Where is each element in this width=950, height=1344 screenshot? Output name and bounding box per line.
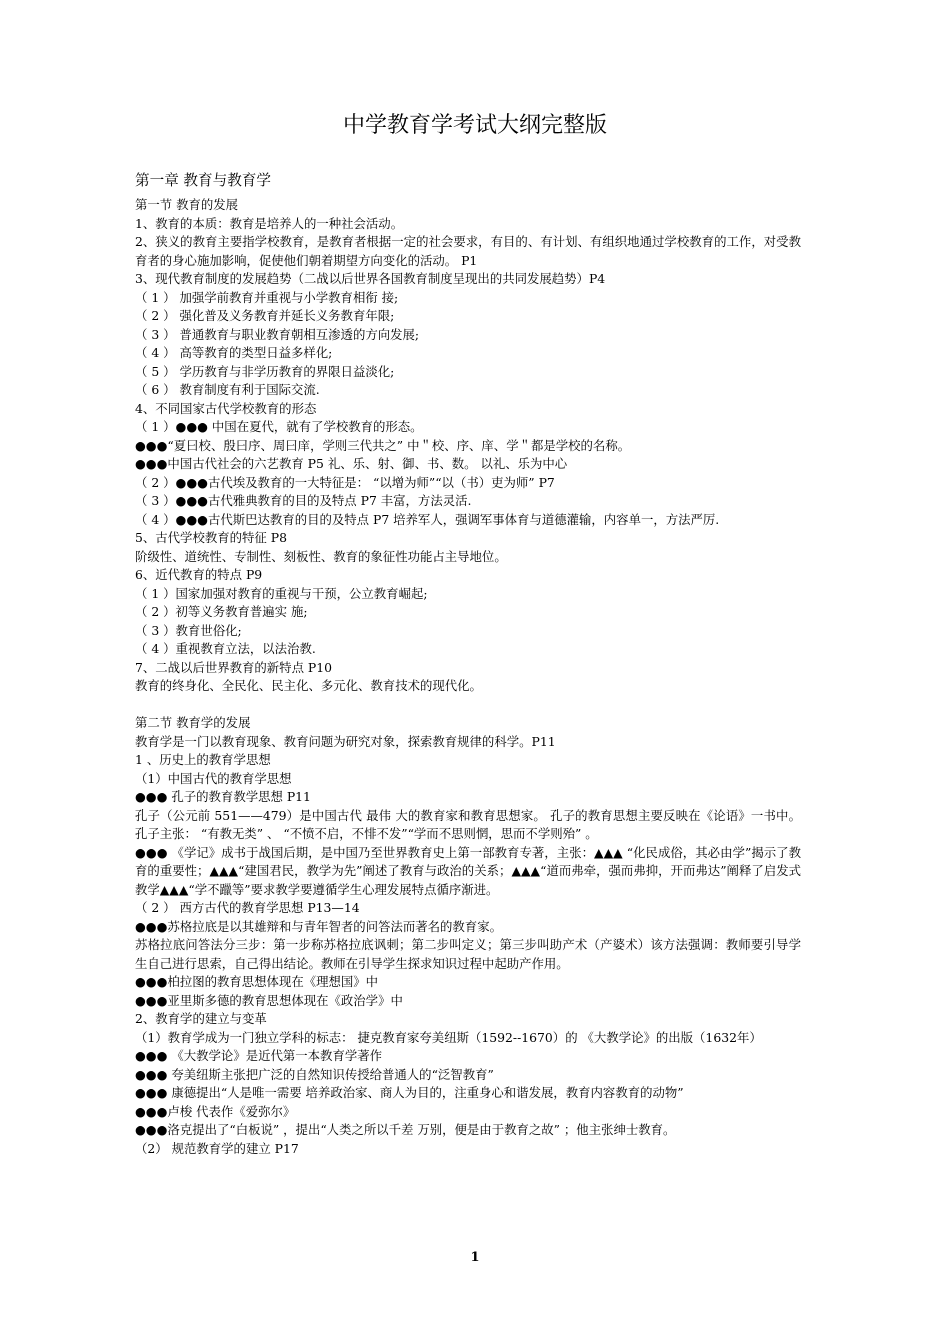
list-item: （ 2 ） 强化普及义务教育并延长义务教育年限; <box>135 308 395 323</box>
paragraph: 1 、历史上的教育学思想 <box>135 752 271 767</box>
page-number: 1 <box>470 1250 480 1265</box>
document-title: 中学教育学考试大纲完整版 <box>342 113 607 138</box>
paragraph: 2、狭义的教育主要指学校教育，是教育者根据一定的社会要求，有目的、有计划、有组织地通过学校教育的工作，对受教育者的身心施加影响，促使他们朝着期望方向变化的活动。 P1 <box>135 234 801 268</box>
paragraph: ●●●洛克提出了“白板说” ，提出“人类之所以千差 万别，便是由于教育之故” ；他主张绅士教育。 <box>135 1122 676 1137</box>
section-heading: 第一节 教育的发展 <box>135 197 239 212</box>
list-item: （ 2 ） 西方古代的教育学思想 P13—14 <box>135 900 360 915</box>
list-item: （ 5 ） 学历教育与非学历教育的界限日益淡化; <box>135 363 395 379</box>
paragraph: 6、近代教育的特点 P9 <box>135 567 263 582</box>
paragraph: 教育学是一门以教育现象、教育问题为研究对象，探索教育规律的科学。P11 <box>135 733 556 749</box>
paragraph: 3、现代教育制度的发展趋势（二战以后世界各国教育制度呈现出的共同发展趋势）P4 <box>135 271 606 286</box>
list-item: （ 1 ） 加强学前教育并重视与小学教育相衔 接; <box>135 289 399 305</box>
paragraph: 教育的终身化、全民化、民主化、多元化、教育技术的现代化。 <box>135 678 482 693</box>
section-heading: 第二节 教育学的发展 <box>135 715 251 730</box>
paragraph: 7、二战以后世界教育的新特点 P10 <box>135 659 333 675</box>
list-item: （ 3 ）教育世俗化; <box>135 622 242 638</box>
list-item: （2） 规范教育学的建立 P17 <box>135 1140 299 1156</box>
list-item: （ 3 ） 普通教育与职业教育朝相互渗透的方向发展; <box>135 326 420 342</box>
paragraph: ●●●柏拉图的教育思想体现在《理想国》中 <box>135 974 379 989</box>
list-item: （ 1 ）国家加强对教育的重视与干预，公立教育崛起; <box>135 585 428 601</box>
paragraph: ●●●苏格拉底是以其雄辩和与青年智者的问答法而著名的教育家。 <box>135 918 502 934</box>
paragraph: 4、不同国家古代学校教育的形态 <box>135 400 317 416</box>
list-item: （ 3 ）●●●古代雅典教育的目的及特点 P7 丰富，方法灵活. <box>135 493 472 508</box>
paragraph: 阶级性、道统性、专制性、刻板性、教育的象征性功能占主导地位。 <box>135 548 507 564</box>
list-item: （ 4 ） 高等教育的类型日益多样化; <box>135 345 333 360</box>
document-body <box>135 168 801 1158</box>
list-item: （ 2 ）●●●古代埃及教育的一大特征是： “以增为师”“以（书）吏为师” P7 <box>135 474 555 490</box>
list-item: （ 6 ） 教育制度有利于国际交流. <box>135 382 320 397</box>
paragraph: ●●●中国古代社会的六艺教育 P5 礼、乐、射、御、书、数。 以礼、乐为中心 <box>135 456 568 471</box>
list-item: （ 2 ）初等义务教育普遍实 施; <box>135 604 308 619</box>
paragraph: ●●●亚里斯多德的教育思想体现在《政治学》中 <box>135 992 403 1008</box>
paragraph: ●●● 夸美纽斯主张把广泛的自然知识传授给普通人的“泛智教育” <box>135 1066 494 1082</box>
chapter-heading: 第一章 教育与教育学 <box>135 172 271 189</box>
list-item: （ 4 ）重视教育立法，以法治教. <box>135 641 316 656</box>
paragraph: ●●●“夏曰校、殷曰序、周曰庠，学则三代共之” 中＂校、序、庠、学＂都是学校的名称。 <box>135 437 631 453</box>
list-item: （ 1 ）●●● 中国在夏代，就有了学校教育的形态。 <box>135 419 423 434</box>
paragraph: 苏格拉底问答法分三步：第一步称苏格拉底讽刺；第二步叫定义；第三步叫助产术（产婆术）该方法强调：教师要引导学生自己进行思索，自己得出结论。教师在引导学生探求知识过程中起助产作用。 <box>135 937 801 971</box>
paragraph: 5、古代学校教育的特征 P8 <box>135 530 287 545</box>
spacer <box>135 696 801 715</box>
paragraph: （1）教育学成为一门独立学科的标志： 捷克教育家夸美纽斯（1592--1670）的 《大教学论》的出版（1632年） <box>135 1029 762 1045</box>
paragraph: 2、教育学的建立与变革 <box>135 1011 267 1026</box>
paragraph: ●●●卢梭 代表作《爱弥尔》 <box>135 1103 296 1119</box>
paragraph: （1）中国古代的教育学思想 <box>135 770 292 786</box>
paragraph: ●●● 《学记》成书于战国后期，是中国乃至世界教育史上第一部教育专著，主张：▲▲▲ “化民成俗，其必由学”揭示了教育的重要性；▲▲▲“建国君民，教学为先”阐述了教育与政治的关系；▲▲▲“道而弗牵，强而弗抑，开而弗达”阐释了启发式教学▲▲▲“学不躐等”要求教学要遵循学生心理发展特点循序渐进。 <box>135 844 801 897</box>
paragraph: ●●● 孔子的教育教学思想 P11 <box>135 789 311 804</box>
list-item: （ 4 ）●●●古代斯巴达教育的目的及特点 P7 培养军人，强调军事体育与道德灌输，内容单一，方法严厉. <box>135 511 720 527</box>
paragraph: ●●● 《大教学论》是近代第一本教育学著作 <box>135 1048 383 1063</box>
paragraph: 孔子（公元前 551——479）是中国古代 最伟 大的教育家和教育思想家。 孔子的教育思想主要反映在《论语》一书中。 孔子主张： “有教无类” 、 “不愤不启，不悱不发”“学而不思则惘，思而不学则殆” 。 <box>135 807 801 841</box>
paragraph: 1、教育的本质：教育是培养人的一种社会活动。 <box>135 215 404 231</box>
paragraph: ●●● 康德提出“人是唯一需要 培养政治家、商人为目的，注重身心和谐发展，教育内容教育的动物” <box>135 1085 684 1100</box>
